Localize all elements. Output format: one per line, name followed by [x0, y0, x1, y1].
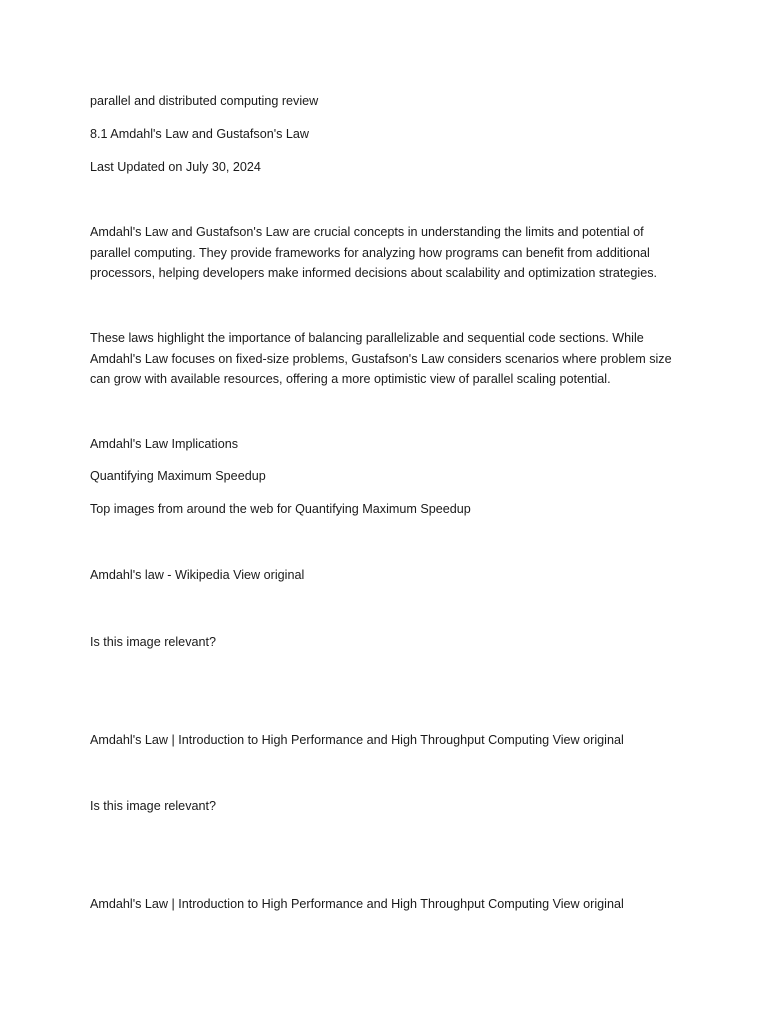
- images-caption: Top images from around the web for Quantifying Maximum Speedup: [90, 502, 471, 516]
- section-title: 8.1 Amdahl's Law and Gustafson's Law: [90, 127, 310, 141]
- image-relevance-prompt[interactable]: Is this image relevant?: [90, 635, 216, 649]
- image-result-caption[interactable]: Amdahl's Law | Introduction to High Performance and High Throughput Computing View original: [90, 897, 624, 911]
- source-title: parallel and distributed computing review: [90, 94, 319, 108]
- last-updated: Last Updated on July 30, 2024: [90, 160, 261, 174]
- subheading: Amdahl's Law Implications: [90, 437, 238, 451]
- image-relevance-prompt[interactable]: Is this image relevant?: [90, 799, 216, 813]
- second-paragraph: These laws highlight the importance of balancing parallelizable and sequential code sections. While Amdahl's Law focuses on fixed-size problems, Gustafson's Law considers scenarios where problem size can grow with available resources, offering a more optimistic view of parallel scaling potential.: [90, 331, 672, 386]
- intro-paragraph: Amdahl's Law and Gustafson's Law are crucial concepts in understanding the limits and potential of parallel computing. They provide frameworks for analyzing how programs can benefit from additional processors, helping developers make informed decisions about scalability and optimization strategies.: [90, 225, 658, 280]
- topic-heading: Quantifying Maximum Speedup: [90, 469, 266, 483]
- image-result-caption[interactable]: Amdahl's Law | Introduction to High Performance and High Throughput Computing View original: [90, 733, 624, 747]
- image-result-caption[interactable]: Amdahl's law - Wikipedia View original: [90, 568, 305, 582]
